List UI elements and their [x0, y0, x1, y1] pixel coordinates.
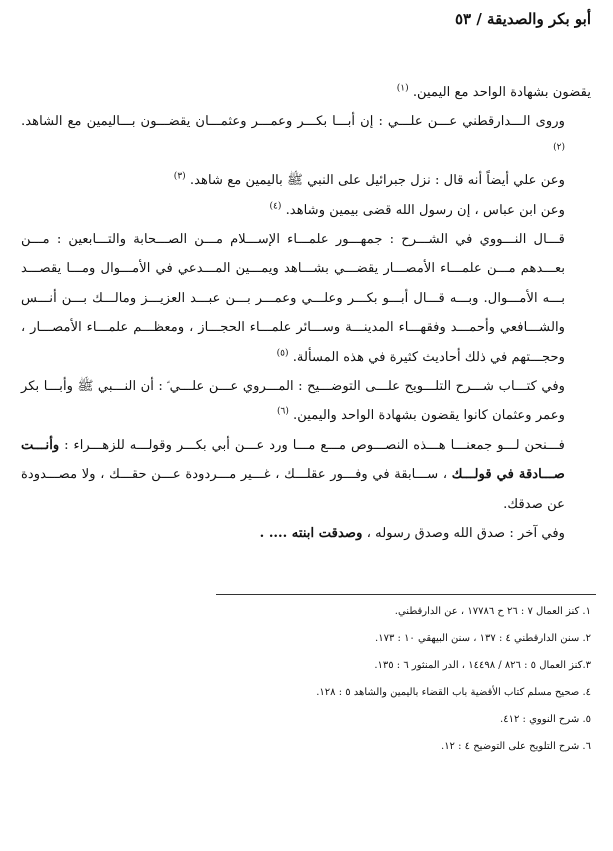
paragraph-2-text: وروى الـــدارقطني عـــن علـــي : إن أبـــا بكـــر وعمـــر وعثمـــان يقضـــون بـــاليمين مع الشاهد. [21, 114, 565, 130]
footnote-ref-1: (١) [396, 83, 409, 94]
paragraph-7 [21, 519, 591, 548]
footnote-ref-2: (٢) [553, 142, 565, 153]
footnote-ref-4: (٤) [269, 201, 282, 212]
paragraph-6-end: ، ســـابقة في وفـــور عقلـــك ، غـــير مـــردودة عـــن حقـــك ، ولا مصـــدودة عن صدقك. [21, 467, 565, 512]
paragraph-7-start: وفي آخر : صدق الله وصدق رسوله ، [366, 526, 565, 542]
paragraph-3a-text: وعن علي أيضاً أنه قال : نزل جبرائيل على النبي ﷺ باليمين مع شاهد. [189, 173, 565, 189]
main-text [21, 78, 591, 549]
paragraph-2 [21, 107, 591, 166]
footnote-1: ١. كنز العمال ٧ : ٢٦ ح ١٧٧٨٦ ، عن الدارقطني. [394, 606, 591, 617]
footnote-divider [216, 594, 596, 595]
paragraph-3b-text: وعن ابن عباس ، إن رسول الله قضى بيمين وشاهد. [285, 202, 565, 218]
paragraph-5-text: وفي كتـــاب شـــرح التلـــويح علـــى التوضـــيح : المـــروي عـــن علـــي ؑ : أن النـــبي ﷺ وأبـــا بكر وعمر وعثمان كانوا يقضون بشهادة الواحد واليمين. [21, 379, 565, 424]
footnote-ref-6: (٦) [276, 407, 289, 418]
paragraph-3a [21, 166, 591, 195]
paragraph-4-text: قـــال النـــووي في الشـــرح : جمهـــور علمـــاء الإســـلام مـــن الصـــحابة والتـــابعين : مـــن بعـــدهم مـــن علمـــاء الأمصـــار يقضـــي بشـــاهد ويمـــين المـــدعي في الأمـــوال ومـــا يقصـــد بـــه الأمـــوال. وبـــه قـــال أبـــو بكـــر وعلـــي وعمـــر بـــن عبـــد العزيـــز ومالـــك بـــن أنـــس والشـــافعي وأحمـــد وفقهـــاء المدينـــة وســـائر علمـــاء الحجـــاز ، ومعظـــم علمـــاء الأمصـــار ، وحجـــتهم في ذلك أحاديث كثيرة في هذه المسألة. [21, 232, 565, 365]
paragraph-7-bold-quote: وصدقت ابنته .... . [259, 526, 363, 542]
paragraph-3b [21, 196, 591, 225]
footnotes [31, 598, 591, 760]
running-header: أبو بكر والصديقة / ٥٣ [455, 10, 591, 28]
paragraph-6-bold-quote: وأنـــت صـــادقة في قولـــك [21, 437, 565, 483]
paragraph-1 [21, 78, 591, 107]
footnote-ref-3: (٣) [173, 171, 186, 182]
footnote-2: ٢. سنن الدارقطني ٤ : ١٣٧ ، سنن البيهقي ١٠ : ١٧٣. [375, 633, 591, 644]
footnote-6: ٦. شرح التلويح على التوضيح ٤ : ١٢. [441, 741, 591, 752]
paragraph-6-start: فـــنحن لـــو جمعنـــا هـــذه النصـــوص مـــع مـــا ورد عـــن أبي بكـــر وقولـــه للزهـــراء : [64, 437, 565, 453]
footnote-3: ٣.كنز العمال ٥ : ٨٢٦ / ١٤٤٩٨ ، الدر المنثور ٦ : ١٣٥. [374, 660, 591, 671]
paragraph-4 [21, 225, 591, 372]
footnote-5: ٥. شرح النووي : ٤١٢. [500, 714, 591, 725]
paragraph-6 [21, 431, 591, 519]
paragraph-1-text: يقضون بشهادة الواحد مع اليمين. [412, 85, 591, 100]
footnote-ref-5: (٥) [276, 348, 289, 359]
paragraph-5 [21, 372, 591, 431]
footnote-4: ٤. صحيح مسلم كتاب الأقضية باب القضاء باليمين والشاهد ٥ : ١٢٨. [316, 687, 591, 698]
